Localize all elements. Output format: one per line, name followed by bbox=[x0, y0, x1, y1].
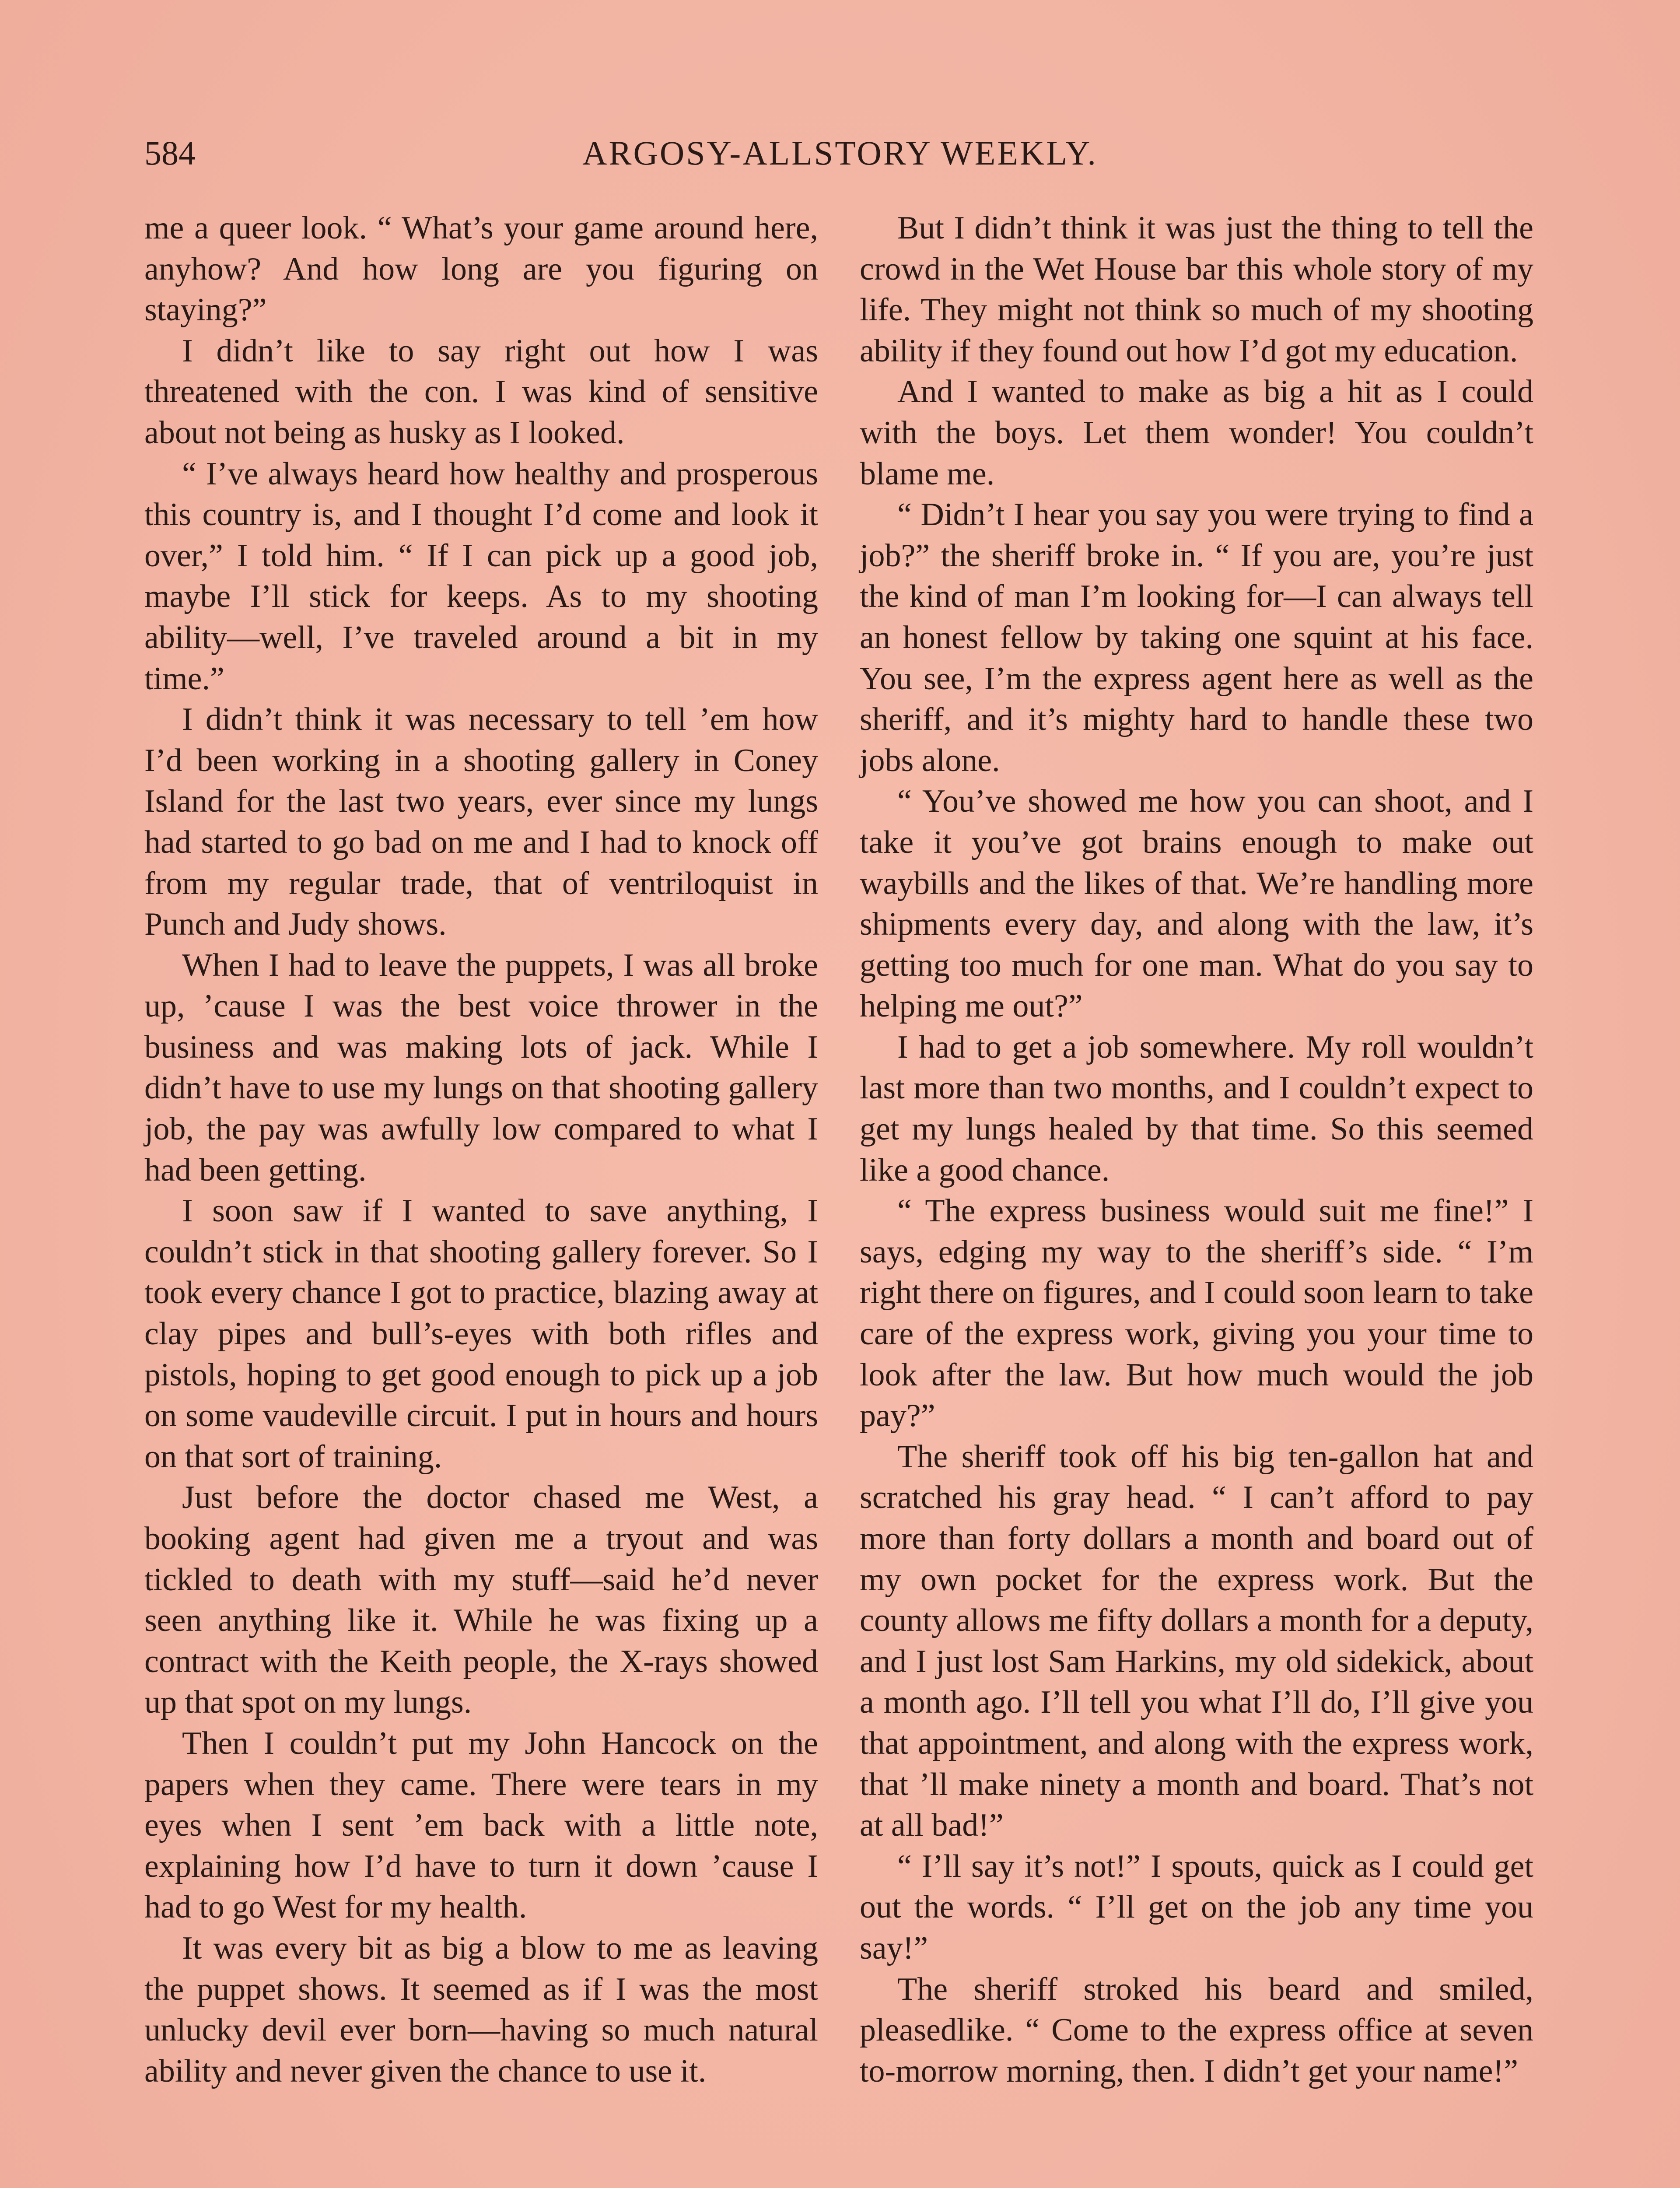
paragraph: When I had to leave the puppets, I was all broke up, ’cause I was the best voice thrower in the business and was making lots of jack. While I didn’t have to use my lungs on that shooting gallery job, the pay was awfully low compared to what I had been getting. bbox=[144, 947, 818, 1188]
paragraph: But I didn’t think it was just the thing to tell the crowd in the Wet House bar this whole story of my life. They might not think so much of my shooting ability if they found out how I’d got my education. bbox=[860, 210, 1533, 369]
left-column bbox=[144, 208, 818, 2092]
page-header bbox=[144, 131, 1536, 184]
paragraph: It was every bit as big a blow to me as leaving the puppet shows. It seemed as if I was the most unlucky devil ever born—having so much natural ability and never given the chance to use it. bbox=[144, 1930, 818, 2089]
paragraph: “ The express business would suit me fine!” I says, edging my way to the sheriff’s side. “ I’m right there on figures, and I could soon learn to take care of the express work, giving you your time to look after the law. But how much would the job pay?” bbox=[860, 1193, 1533, 1434]
paragraph: “ I’ll say it’s not!” I spouts, quick as I could get out the words. “ I’ll get on the job any time you say!” bbox=[860, 1848, 1533, 1966]
paragraph: Just before the doctor chased me West, a booking agent had given me a tryout and was tickled to death with my stuff—said he’d never seen anything like it. While he was fixing up a contract with the Keith people, the X-rays showed up that spot on my lungs. bbox=[144, 1480, 818, 1721]
paragraph: I had to get a job somewhere. My roll wouldn’t last more than two months, and I couldn’t expect to get my lungs healed by that time. So this seemed like a good chance. bbox=[860, 1029, 1533, 1188]
paragraph: “ I’ve always heard how healthy and prosperous this country is, and I thought I’d come and look it over,” I told him. “ If I can pick up a good job, maybe I’ll stick for keeps. As to my shooting ability—well, I’ve traveled around a bit in my time.” bbox=[144, 456, 818, 697]
right-column bbox=[860, 208, 1533, 2092]
paragraph: And I wanted to make as big a hit as I could with the boys. Let them wonder! You couldn’t blame me. bbox=[860, 374, 1533, 492]
paragraph: The sheriff stroked his beard and smiled, pleasedlike. “ Come to the express office at seven to-morrow morning, then. I didn’t get your name!” bbox=[860, 1971, 1533, 2089]
paragraph: I soon saw if I wanted to save anything, I couldn’t stick in that shooting gallery forever. So I took every chance I got to practice, blazing away at clay pipes and bull’s-eyes with both rifles and pistols, hoping to get good enough to pick up a job on some vaudeville circuit. I put in hours and hours on that sort of training. bbox=[144, 1193, 818, 1475]
running-title: ARGOSY-ALLSTORY WEEKLY. bbox=[582, 134, 1098, 172]
page-number: 584 bbox=[144, 134, 196, 172]
paragraph: “ Didn’t I hear you say you were trying to find a job?” the sheriff broke in. “ If you are, you’re just the kind of man I’m looking for—I can always tell an honest fellow by taking one squint at his face. You see, I’m the express agent here as well as the sheriff, and it’s mighty hard to handle these two jobs alone. bbox=[860, 497, 1533, 778]
paragraph: me a queer look. “ What’s your game around here, anyhow? And how long are you figuring on staying?” bbox=[144, 210, 818, 328]
paragraph: I didn’t think it was necessary to tell ’em how I’d been working in a shooting gallery in Coney Island for the last two years, ever since my lungs had started to go bad on me and I had to knock off from my regular trade, that of ventriloquist in Punch and Judy shows. bbox=[144, 701, 818, 943]
paragraph: The sheriff took off his big ten-gallon hat and scratched his gray head. “ I can’t afford to pay more than forty dollars a month and board out of my own pocket for the express work. But the county allows me fifty dollars a month for a deputy, and I just lost Sam Harkins, my old sidekick, about a month ago. I’ll tell you what I’ll do, I’ll give you that appointment, and along with the express work, that ’ll make ninety a month and board. That’s not at all bad!” bbox=[860, 1438, 1533, 1844]
paragraph: “ You’ve showed me how you can shoot, and I take it you’ve got brains enough to make out waybills and the likes of that. We’re handling more shipments every day, and along with the law, it’s getting too much for one man. What do you say to helping me out?” bbox=[860, 783, 1533, 1024]
paragraph: I didn’t like to say right out how I was threatened with the con. I was kind of sensitive about not being as husky as I looked. bbox=[144, 333, 818, 451]
paragraph: Then I couldn’t put my John Hancock on the papers when they came. There were tears in my eyes when I sent ’em back with a little note, explaining how I’d have to turn it down ’cause I had to go West for my health. bbox=[144, 1725, 818, 1925]
